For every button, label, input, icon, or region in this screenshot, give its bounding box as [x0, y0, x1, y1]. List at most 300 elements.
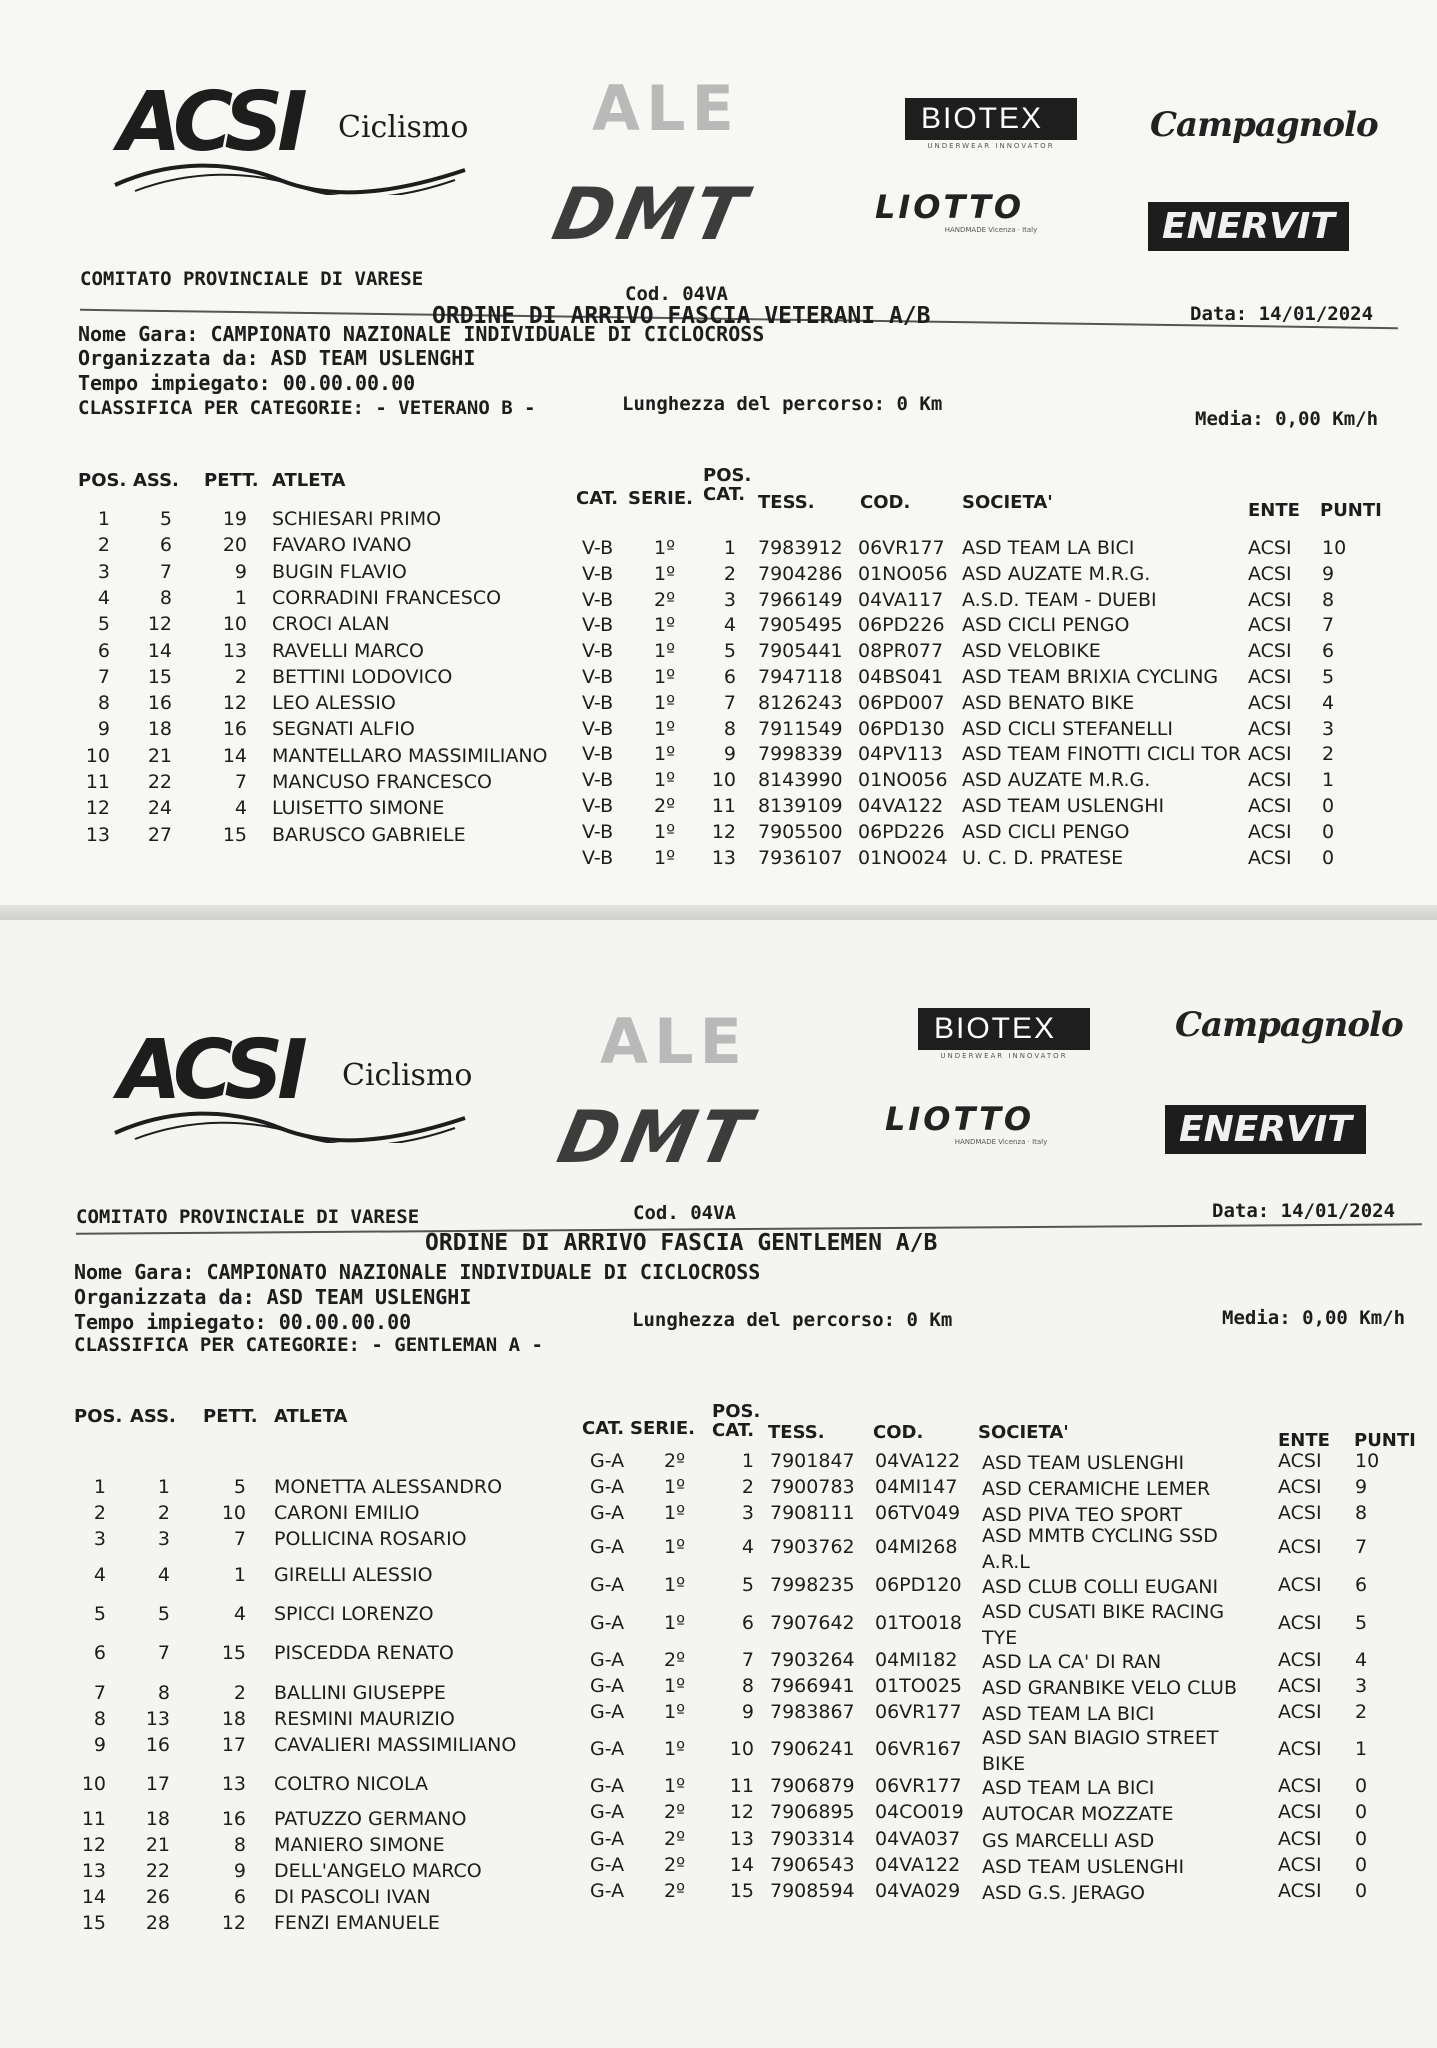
societa-cell: ASD LA CA' DI RAN — [982, 1651, 1162, 1673]
atleta-cell: CARONI EMILIO — [274, 1502, 420, 1524]
atleta-cell: DI PASCOLI IVAN — [274, 1886, 431, 1908]
cat-cell: V-B — [582, 562, 614, 585]
serie-cell: 1º — [664, 1675, 686, 1697]
pett-cell: 1 — [233, 1564, 246, 1586]
ass-cell: 28 — [145, 1912, 170, 1934]
column-header-cat: CAT. — [576, 488, 619, 509]
poscat-cell: 1 — [723, 537, 736, 559]
media-label: Media: 0,00 Km/h — [1195, 408, 1379, 430]
punti-cell: 3 — [1355, 1675, 1368, 1697]
atleta-cell: SPICCI LORENZO — [274, 1603, 434, 1625]
pett-cell: 20 — [222, 534, 247, 557]
pos-cell: 4 — [97, 586, 110, 609]
atleta-cell: CAVALIERI MASSIMILIANO — [274, 1734, 517, 1756]
column-header-atleta: ATLETA — [274, 1406, 348, 1427]
serie-cell: 1º — [664, 1476, 686, 1498]
pett-cell: 10 — [221, 1502, 246, 1524]
cat-cell: G-A — [590, 1649, 625, 1671]
tess-cell: 8143990 — [758, 769, 843, 792]
ass-cell: 2 — [157, 1502, 170, 1524]
pos-cell: 12 — [85, 797, 110, 820]
pos-cell: 10 — [81, 1773, 106, 1795]
nome-gara: Nome Gara: CAMPIONATO NAZIONALE INDIVIDUALE DI CICLOCROSS — [74, 1260, 761, 1284]
ass-cell: 21 — [145, 1834, 170, 1856]
ass-cell: 4 — [157, 1564, 170, 1586]
cat-cell: G-A — [590, 1612, 625, 1634]
cod-cell: 06VR167 — [875, 1738, 962, 1760]
pos-cell: 15 — [81, 1912, 106, 1934]
ass-cell: 3 — [157, 1528, 170, 1550]
punti-cell: 3 — [1322, 717, 1335, 740]
cat-cell: G-A — [590, 1574, 625, 1596]
ass-cell: 12 — [147, 613, 172, 636]
pett-cell: 4 — [233, 1603, 246, 1625]
tess-cell: 7908594 — [770, 1880, 855, 1902]
atleta-cell: BARUSCO GABRIELE — [272, 823, 466, 846]
pett-cell: 16 — [221, 1808, 246, 1830]
pos-cell: 3 — [93, 1528, 106, 1550]
punti-cell: 1 — [1322, 769, 1335, 792]
ass-cell: 27 — [147, 823, 172, 846]
societa-cell: ASD TEAM LA BICI — [982, 1777, 1155, 1799]
atleta-cell: MANIERO SIMONE — [274, 1834, 445, 1856]
organizzata-da: Organizzata da: ASD TEAM USLENGHI — [74, 1285, 472, 1309]
cod-cell: 04VA029 — [875, 1880, 961, 1902]
column-header-tess: TESS. — [768, 1422, 825, 1443]
column-header-serie: SERIE. — [630, 1418, 695, 1439]
pos-cell: 8 — [97, 692, 110, 715]
ente-cell: ACSI — [1278, 1574, 1322, 1596]
tess-cell: 7906241 — [770, 1738, 855, 1760]
data-label: Data: 14/01/2024 — [1212, 1200, 1396, 1222]
ass-cell: 22 — [145, 1860, 170, 1882]
ass-cell: 6 — [159, 534, 172, 557]
punti-cell: 6 — [1322, 640, 1335, 663]
pos-cell: 1 — [97, 508, 110, 530]
cat-cell: V-B — [582, 537, 614, 559]
cod-cell: 04VA122 — [858, 795, 944, 817]
societa-cell: AUTOCAR MOZZATE — [982, 1803, 1174, 1825]
column-header-ass: ASS. — [130, 1406, 176, 1427]
ente-cell: ACSI — [1278, 1738, 1322, 1760]
atleta-cell: MANCUSO FRANCESCO — [272, 771, 492, 793]
ente-cell: ACSI — [1248, 666, 1292, 688]
ente-cell: ACSI — [1248, 640, 1292, 663]
poscat-cell: 12 — [711, 820, 736, 843]
atleta-cell: FENZI EMANUELE — [274, 1912, 440, 1934]
acsi-logo-mark: ACSI — [118, 75, 302, 170]
ass-cell: 21 — [147, 744, 172, 767]
ass-cell: 5 — [157, 1603, 170, 1625]
cod-cell: 04VA117 — [858, 588, 944, 611]
cat-cell: V-B — [582, 769, 614, 792]
atleta-cell: SEGNATI ALFIO — [272, 718, 415, 741]
ass-cell: 7 — [159, 560, 172, 583]
punti-cell: 0 — [1322, 846, 1335, 869]
column-header-pett: PETT. — [204, 470, 259, 491]
dmt-logo: DMT — [551, 1095, 762, 1179]
societa-cell: ASD TEAM BRIXIA CYCLING — [962, 666, 1219, 688]
media-label: Media: 0,00 Km/h — [1222, 1307, 1406, 1329]
serie-cell: 1º — [654, 717, 676, 740]
enervit-logo: ENERVIT — [1165, 1105, 1366, 1154]
pett-cell: 9 — [233, 1860, 246, 1882]
societa-cell: ASD CLUB COLLI EUGANI — [982, 1576, 1219, 1598]
liotto-logo — [875, 188, 1107, 234]
ente-cell: ACSI — [1278, 1649, 1322, 1671]
column-header-poscat2: CAT. — [712, 1420, 755, 1441]
serie-cell: 1º — [654, 537, 676, 559]
ass-cell: 26 — [145, 1886, 170, 1908]
pos-cell: 11 — [85, 771, 110, 793]
ass-cell: 5 — [159, 508, 172, 530]
serie-cell: 2º — [664, 1828, 686, 1850]
societa-cell: ASD TEAM USLENGHI — [962, 795, 1165, 817]
serie-cell: 1º — [654, 743, 676, 766]
tess-cell: 7966941 — [770, 1675, 855, 1697]
page-title: ORDINE DI ARRIVO FASCIA VETERANI A/B — [432, 303, 931, 329]
atleta-cell: COLTRO NICOLA — [274, 1773, 429, 1795]
punti-cell: 5 — [1322, 666, 1335, 688]
liotto-logo-text: LIOTTO — [885, 1100, 1035, 1138]
organizzata-da: Organizzata da: ASD TEAM USLENGHI — [78, 346, 476, 370]
column-header-ente: ENTE — [1248, 500, 1300, 521]
poscat-cell: 7 — [741, 1649, 754, 1671]
nome-gara: Nome Gara: CAMPIONATO NAZIONALE INDIVIDUALE DI CICLOCROSS — [78, 322, 765, 346]
pett-cell: 16 — [222, 718, 247, 741]
tess-cell: 8139109 — [758, 795, 843, 817]
serie-cell: 1º — [664, 1612, 686, 1634]
punti-cell: 0 — [1355, 1801, 1368, 1823]
acsi-logo-word: Ciclismo — [338, 110, 469, 145]
atleta-cell: MONETTA ALESSANDRO — [274, 1476, 503, 1498]
results-sheet-gentlemen — [0, 920, 1437, 2048]
poscat-cell: 7 — [723, 691, 736, 714]
punti-cell: 2 — [1355, 1701, 1368, 1723]
tess-cell: 7903314 — [770, 1828, 855, 1850]
column-header-societa: SOCIETA' — [962, 492, 1053, 513]
acsi-swoosh-icon — [110, 155, 470, 195]
serie-cell: 1º — [664, 1502, 686, 1524]
serie-cell: 1º — [654, 666, 676, 688]
acsi-logo-word: Ciclismo — [342, 1058, 473, 1093]
enervit-logo: ENERVIT — [1148, 202, 1349, 251]
column-header-punti: PUNTI — [1320, 500, 1382, 521]
poscat-cell: 12 — [729, 1801, 754, 1823]
pos-cell: 10 — [85, 744, 110, 767]
serie-cell: 1º — [664, 1536, 686, 1558]
societa-cell: ASD TEAM LA BICI — [962, 537, 1135, 559]
dmt-logo: DMT — [546, 172, 757, 256]
ente-cell: ACSI — [1248, 537, 1292, 559]
campagnolo-logo: Campagnolo — [1175, 1005, 1403, 1045]
cod-cell: 06VR177 — [858, 537, 945, 559]
ass-cell: 8 — [159, 586, 172, 609]
punti-cell: 8 — [1355, 1502, 1368, 1524]
classifica-label: CLASSIFICA PER CATEGORIE: - VETERANO B - — [78, 397, 536, 419]
tess-cell: 8126243 — [758, 691, 843, 714]
ente-cell: ACSI — [1248, 743, 1292, 766]
punti-cell: 0 — [1322, 795, 1335, 817]
pos-cell: 3 — [97, 560, 110, 583]
ass-cell: 14 — [147, 639, 172, 662]
pett-cell: 7 — [233, 1528, 246, 1550]
tess-cell: 7911549 — [758, 717, 843, 740]
pett-cell: 14 — [222, 744, 247, 767]
serie-cell: 2º — [664, 1649, 686, 1671]
cat-cell: G-A — [590, 1880, 625, 1902]
tess-cell: 7966149 — [758, 588, 843, 611]
punti-cell: 0 — [1355, 1854, 1368, 1876]
ente-cell: ACSI — [1278, 1502, 1322, 1524]
ass-cell: 22 — [147, 771, 172, 793]
poscat-cell: 13 — [729, 1828, 754, 1850]
tess-cell: 7905500 — [758, 820, 843, 843]
serie-cell: 1º — [654, 846, 676, 869]
column-header-ass: ASS. — [133, 470, 179, 491]
column-header-pett: PETT. — [203, 1406, 258, 1427]
tess-cell: 7901847 — [770, 1450, 855, 1472]
cod-cell: 06TV049 — [875, 1502, 961, 1524]
atleta-cell: CORRADINI FRANCESCO — [272, 586, 502, 609]
poscat-cell: 6 — [741, 1612, 754, 1634]
serie-cell: 2º — [654, 588, 676, 611]
ente-cell: ACSI — [1278, 1612, 1322, 1634]
ente-cell: ACSI — [1278, 1854, 1322, 1876]
pos-cell: 11 — [81, 1808, 106, 1830]
societa-cell: ASD TEAM USLENGHI — [982, 1856, 1185, 1878]
societa-cell: ASD CUSATI BIKE RACING TYE — [982, 1601, 1225, 1649]
ale-logo: ALE — [600, 1005, 748, 1078]
serie-cell: 1º — [654, 820, 676, 843]
cod-cell: 06PD226 — [858, 820, 945, 843]
poscat-cell: 4 — [741, 1536, 754, 1558]
column-header-cat: CAT. — [582, 1418, 625, 1439]
column-header-poscat1: POS. — [712, 1401, 761, 1422]
pett-cell: 13 — [221, 1773, 246, 1795]
poscat-cell: 5 — [741, 1574, 754, 1596]
ass-cell: 18 — [147, 718, 172, 741]
cod-cell: 04CO019 — [875, 1801, 964, 1823]
pett-cell: 2 — [234, 665, 247, 688]
cat-cell: V-B — [582, 795, 614, 817]
punti-cell: 0 — [1355, 1880, 1368, 1902]
pett-cell: 15 — [221, 1642, 246, 1664]
cod-cell: 08PR077 — [858, 640, 944, 663]
societa-cell: ASD TEAM FINOTTI CICLI TOR — [962, 743, 1242, 766]
punti-cell: 1 — [1355, 1738, 1368, 1760]
cod-cell: 06PD007 — [858, 691, 945, 714]
ente-cell: ACSI — [1248, 562, 1292, 585]
cat-cell: V-B — [582, 666, 614, 688]
cod-cell: 04MI147 — [875, 1476, 958, 1498]
punti-cell: 7 — [1322, 614, 1335, 637]
ass-cell: 16 — [145, 1734, 170, 1756]
tempo-impiegato: Tempo impiegato: 00.00.00.00 — [78, 371, 416, 395]
column-header-ente: ENTE — [1278, 1430, 1330, 1451]
pett-cell: 15 — [222, 823, 247, 846]
page-title: ORDINE DI ARRIVO FASCIA GENTLEMEN A/B — [425, 1230, 938, 1256]
cod-cell: 06VR177 — [875, 1701, 962, 1723]
atleta-cell: CROCI ALAN — [272, 613, 390, 636]
serie-cell: 2º — [664, 1801, 686, 1823]
pos-cell: 12 — [81, 1834, 106, 1856]
biotex-logo-text: BIOTEX — [918, 1008, 1090, 1050]
atleta-cell: RESMINI MAURIZIO — [274, 1708, 455, 1730]
poscat-cell: 14 — [729, 1854, 754, 1876]
atleta-cell: BETTINI LODOVICO — [272, 665, 453, 688]
cod-label: Cod. 04VA — [625, 283, 728, 305]
lunghezza-percorso: Lunghezza del percorso: 0 Km — [632, 1309, 953, 1331]
acsi-logo — [110, 75, 470, 195]
comitato-label: COMITATO PROVINCIALE DI VARESE — [76, 1206, 420, 1228]
tess-cell: 7998235 — [770, 1574, 855, 1596]
tess-cell: 7908111 — [770, 1502, 855, 1524]
column-header-atleta: ATLETA — [272, 470, 346, 491]
ente-cell: ACSI — [1248, 769, 1292, 792]
cod-cell: 04VA122 — [875, 1854, 961, 1876]
cod-cell: 04BS041 — [858, 666, 944, 688]
punti-cell: 0 — [1322, 820, 1335, 843]
cat-cell: G-A — [590, 1476, 625, 1498]
results-sheet-veterani — [0, 0, 1437, 905]
atleta-cell: PATUZZO GERMANO — [274, 1808, 467, 1830]
societa-cell: ASD G.S. JERAGO — [982, 1882, 1146, 1904]
poscat-cell: 4 — [723, 614, 736, 637]
ente-cell: ACSI — [1278, 1828, 1322, 1850]
pett-cell: 13 — [222, 639, 247, 662]
pett-cell: 1 — [234, 586, 247, 609]
liotto-logo — [885, 1100, 1117, 1146]
ente-cell: ACSI — [1248, 795, 1292, 817]
serie-cell: 1º — [654, 614, 676, 637]
ente-cell: ACSI — [1248, 820, 1292, 843]
poscat-cell: 2 — [741, 1476, 754, 1498]
paper-fold — [0, 905, 1437, 920]
ente-cell: ACSI — [1248, 846, 1292, 869]
pos-cell: 4 — [93, 1564, 106, 1586]
tess-cell: 7983867 — [770, 1701, 855, 1723]
cat-cell: G-A — [590, 1701, 625, 1723]
campagnolo-logo: Campagnolo — [1150, 105, 1378, 145]
cat-cell: G-A — [590, 1675, 625, 1697]
column-header-poscat1: POS. — [703, 465, 752, 486]
pos-cell: 14 — [81, 1886, 106, 1908]
tess-cell: 7907642 — [770, 1612, 855, 1634]
column-header-punti: PUNTI — [1354, 1430, 1416, 1451]
societa-cell: ASD TEAM LA BICI — [982, 1703, 1155, 1725]
pett-cell: 8 — [233, 1834, 246, 1856]
cod-cell: 01TO018 — [875, 1612, 963, 1634]
serie-cell: 2º — [664, 1854, 686, 1876]
societa-cell: ASD SAN BIAGIO STREET BIKE — [982, 1727, 1219, 1775]
societa-cell: ASD MMTB CYCLING SSD A.R.L — [982, 1525, 1218, 1573]
serie-cell: 2º — [664, 1880, 686, 1902]
atleta-cell: RAVELLI MARCO — [272, 639, 424, 662]
cod-cell: 01NO024 — [858, 846, 948, 869]
pett-cell: 17 — [221, 1734, 246, 1756]
pett-cell: 4 — [234, 797, 247, 820]
cat-cell: G-A — [590, 1450, 625, 1472]
liotto-logo-subtitle: HANDMADE Vicenza · Italy — [954, 1138, 1048, 1146]
cod-cell: 06PD226 — [858, 614, 945, 637]
ente-cell: ACSI — [1248, 717, 1292, 740]
punti-cell: 10 — [1355, 1450, 1380, 1472]
ass-cell: 1 — [157, 1476, 170, 1498]
serie-cell: 2º — [664, 1450, 686, 1472]
data-label: Data: 14/01/2024 — [1190, 303, 1374, 325]
atleta-cell: BUGIN FLAVIO — [272, 560, 407, 583]
pett-cell: 19 — [222, 508, 247, 530]
pett-cell: 7 — [234, 771, 247, 793]
pos-cell: 2 — [97, 534, 110, 557]
tess-cell: 7906879 — [770, 1775, 855, 1797]
cat-cell: V-B — [582, 717, 614, 740]
serie-cell: 1º — [664, 1775, 686, 1797]
acsi-logo-mark: ACSI — [118, 1023, 302, 1118]
column-header-societa: SOCIETA' — [978, 1422, 1069, 1443]
cod-cell: 06VR177 — [875, 1775, 962, 1797]
tempo-impiegato: Tempo impiegato: 00.00.00.00 — [74, 1310, 412, 1334]
ente-cell: ACSI — [1278, 1801, 1322, 1823]
ass-cell: 15 — [147, 665, 172, 688]
ass-cell: 8 — [157, 1682, 170, 1704]
pett-cell: 2 — [233, 1682, 246, 1704]
serie-cell: 1º — [654, 769, 676, 792]
poscat-cell: 11 — [729, 1775, 754, 1797]
cat-cell: V-B — [582, 820, 614, 843]
societa-cell: ASD AUZATE M.R.G. — [962, 562, 1151, 585]
cod-cell: 04PV113 — [858, 743, 943, 766]
pos-cell: 7 — [93, 1682, 106, 1704]
serie-cell: 2º — [654, 795, 676, 817]
poscat-cell: 1 — [741, 1450, 754, 1472]
ente-cell: ACSI — [1278, 1536, 1322, 1558]
societa-cell: ASD CICLI PENGO — [962, 820, 1130, 843]
serie-cell: 1º — [654, 691, 676, 714]
pos-cell: 8 — [93, 1708, 106, 1730]
column-header-pos: POS. — [74, 1406, 123, 1427]
poscat-cell: 3 — [723, 588, 736, 611]
societa-cell: ASD CICLI STEFANELLI — [962, 717, 1173, 740]
ente-cell: ACSI — [1278, 1701, 1322, 1723]
societa-cell: ASD AUZATE M.R.G. — [962, 769, 1151, 792]
poscat-cell: 3 — [741, 1502, 754, 1524]
poscat-cell: 11 — [711, 795, 736, 817]
tess-cell: 7905441 — [758, 640, 843, 663]
poscat-cell: 5 — [723, 640, 736, 663]
tess-cell: 7905495 — [758, 614, 843, 637]
pos-cell: 6 — [97, 639, 110, 662]
acsi-logo — [110, 1023, 473, 1143]
ente-cell: ACSI — [1278, 1880, 1322, 1902]
societa-cell: ASD CERAMICHE LEMER — [982, 1478, 1211, 1500]
biotex-logo-text: BIOTEX — [905, 98, 1077, 140]
atleta-cell: DELL'ANGELO MARCO — [274, 1860, 482, 1882]
punti-cell: 10 — [1322, 537, 1347, 559]
ass-cell: 24 — [147, 797, 172, 820]
ass-cell: 16 — [147, 692, 172, 715]
cod-cell: 04MI182 — [875, 1649, 958, 1671]
cat-cell: V-B — [582, 846, 614, 869]
column-header-tess: TESS. — [758, 492, 815, 513]
ente-cell: ACSI — [1248, 588, 1292, 611]
biotex-logo-subtitle: UNDERWEAR INNOVATOR — [927, 142, 1055, 150]
cat-cell: G-A — [590, 1502, 625, 1524]
punti-cell: 9 — [1355, 1476, 1368, 1498]
cod-cell: 04VA122 — [875, 1450, 961, 1472]
cod-cell: 06PD130 — [858, 717, 945, 740]
